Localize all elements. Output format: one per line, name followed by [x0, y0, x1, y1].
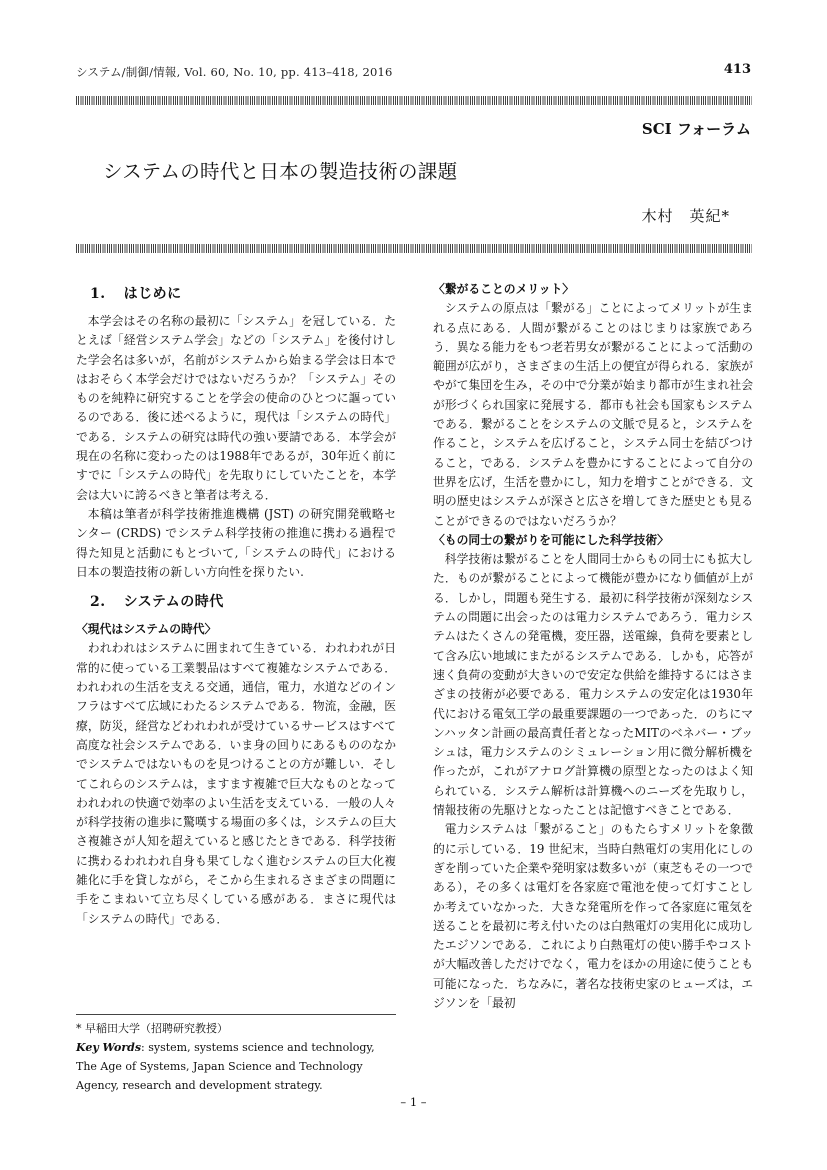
keywords-text: : system, systems science and technology, The Age of Systems, Japan Science and Technology Agency, research and development strategy.	[76, 1041, 375, 1092]
subsection-heading: 〈繋がることのメリット〉	[433, 282, 575, 296]
paragraph: 本稿は筆者が科学技術推進機構 (JST) の研究開発戦略センター (CRDS) でシステム科学技術の推進に携わる過程で得た知見と活動にもとづいて,「システムの時代」における日本の製造技術の新しい方向性を探りたい.	[76, 506, 396, 579]
left-column	[76, 280, 396, 929]
keywords-label: Key Words	[76, 1041, 142, 1054]
keywords	[76, 1038, 396, 1095]
footnote-rule	[76, 1014, 396, 1015]
subsection-heading: 〈現代はシステムの時代〉	[76, 622, 217, 637]
footnote-affiliation: * 早稲田大学（招聘研究教授）	[76, 1022, 228, 1035]
paragraph: システムの原点は「繋がる」ことによってメリットが生まれる点にある．人間が繋がることのはじまりは家族であろう．異なる能力をもつ老若男女が繋がることによって活動の範囲が広がり，さまざまの生活上の便宜が得られる．家族がやがて集団を生み，その中で分業が始まり都市が生まれ社会が形づくられ国家に発展する．都市も社会も国家もシステムである．繋がることをシステムの文脈で見ると，システムを作ること，システムを広げること，システム同士を結びつけること，である．システムを豊かにすることによって自分の世界を広げ，生活を豊かにし，知力を増すことができる．文明の歴史はシステムが深さと広さを増してきた歴史とも見ることができるのではないだろうか？	[433, 301, 753, 528]
page-folio: – 1 –	[400, 1095, 427, 1109]
author-name: 木村 英紀*	[641, 207, 730, 225]
section-heading	[90, 284, 396, 304]
section-title: システムの時代	[123, 594, 224, 611]
footnote	[76, 1019, 396, 1095]
article-title: システムの時代と日本の製造技術の課題	[103, 160, 458, 183]
header-rule	[76, 96, 752, 105]
section-title: はじめに	[123, 286, 182, 302]
page-number: 413	[723, 62, 751, 77]
paragraph: 科学技術は繋がることを人間同士からもの同士にも拡大した．ものが繋がることによって機能が豊かになり価値が上がる．しかし，問題も発生する．最初に科学技術が深刻なシステムの問題に出会ったのは電力システムであろう．電力システムはたくさんの発電機，変圧器，送電線，負荷を要素として含み広い地域にまたがるシステムである．しかも，応答が速く負荷の変動が大きいので安定な供給を維持するにはさまざまの技術が必要である．電力システムの安定化は1930年代における電気工学の最重要課題の一つであった．のちにマンハッタン計画の最高責任者となったMITのベネバー・ブッシュは，電力システムのシミュレーション用に微分解析機を作ったが，これがアナログ計算機の原型となったのはよく知られている．システム解析は計算機へのニーズを先取りし，情報技術の先駆けとなったことは記憶すべきことである．	[433, 552, 753, 818]
section-heading	[90, 592, 396, 612]
section-number: 1.	[90, 286, 106, 302]
paragraph: われわれはシステムに囲まれて生きている．われわれが日常的に使っている工業製品はすべて複雑なシステムである．われわれの生活を支える交通，通信，電力，水道などのインフラはすべて広域にわたるシステムである．物流，金融，医療，防災，経営などわれわれが受けているサービスはすべて高度な社会システムである．いま身の回りにあるもののなかでシステムではないものを見つけることの方が難しい．そしてこれらのシステムは，ますます複雑で巨大なものとなってわれわれの快適で効率のよい生活を支えている．一般の人々が科学技術の進歩に驚嘆する場面の多くは，システムの巨大さ複雑さが人知を超えていると感じたときである．科学技術に携わるわれわれ自身も果てしなく進むシステムの巨大化複雑化に手を貸しながら，そこから生まれるさまざまの問題に手をこまねいて立ち尽くしている感がある．まさに現代は「システムの時代」である．	[76, 641, 396, 926]
title-rule	[76, 244, 752, 253]
journal-citation: システム/制御/情報, Vol. 60, No. 10, pp. 413–418, 2016	[76, 65, 393, 79]
subsection-heading: 〈もの同士の繋がりを可能にした科学技術〉	[433, 532, 669, 547]
paragraph: 電力システムは「繋がること」のもたらすメリットを象徴的に示している．19 世紀末，当時白熱電灯の実用化にしのぎを削っていた企業や発明家は数多いが（東芝もその一つである），その多くは電灯を各家庭で電池を使って灯すことしか考えていなかった．大きな発電所を作って各家庭に電気を送ることを最初に考え付いたのは白熱電灯の実用化に成功したエジソンである．これにより白熱電灯の使い勝手やコストが大幅改善しただけでなく，電力をほかの用途に使うことも可能になった．ちなみに，著名な技術史家のヒューズは，エジソンを「最初	[433, 822, 753, 1010]
section-number: 2.	[90, 594, 106, 611]
paragraph: 本学会はその名称の最初に「システム」を冠している．たとえば「経営システム学会」などの「システム」を後付けした学会名は多いが，名前がシステムから始まる学会は日本ではおそらく本学会だけではないだろうか？「システム」そのものを純粋に研究することを学会の使命のひとつに謳っているのである．後に述べるように，現代は「システムの時代」である．システムの研究は時代の強い要請である．本学会が現在の名称に変わったのは1988年であるが，30年近く前にすでに「システムの時代」を先取りにしていたことを，本学会は大いに誇るべきと筆者は考える．	[76, 314, 396, 502]
right-column	[433, 280, 753, 1013]
section-label: SCI フォーラム	[641, 120, 751, 138]
